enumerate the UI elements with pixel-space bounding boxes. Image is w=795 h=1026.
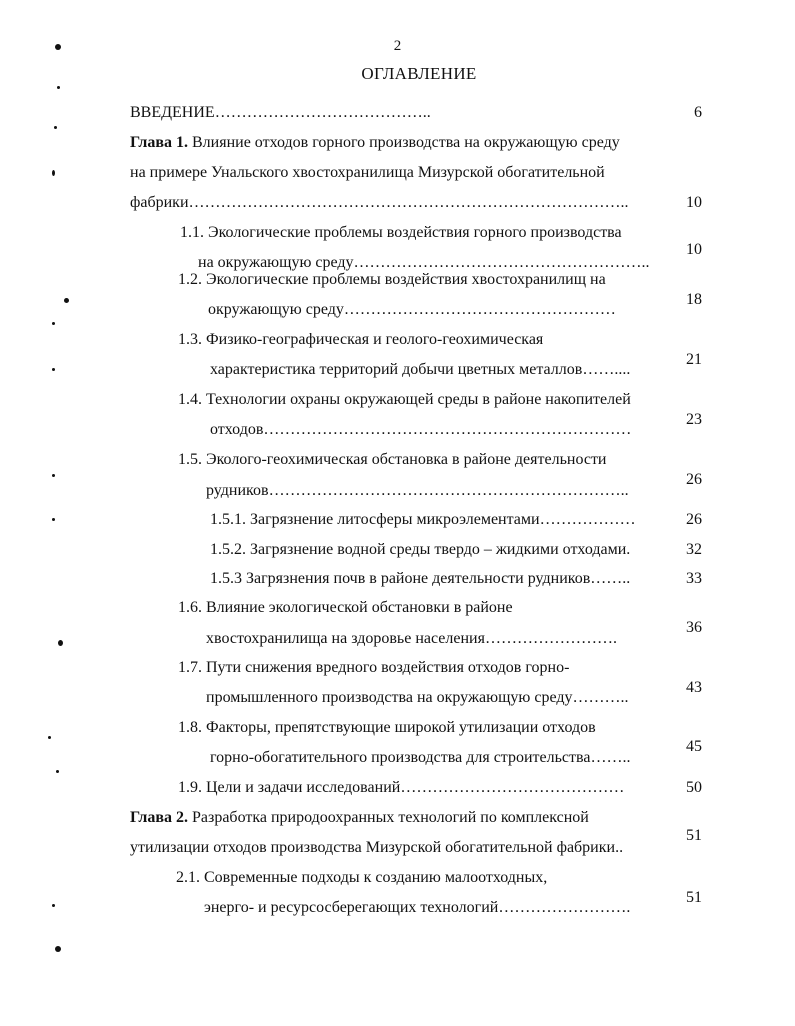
toc-entry-line bbox=[210, 510, 636, 530]
toc-entry-line bbox=[130, 103, 431, 123]
toc-entry-text: 1.5. Эколого-геохимическая обстановка в районе деятельности bbox=[178, 451, 607, 468]
toc-entry-text: хвостохранилища на здоровье населения……………………. bbox=[206, 630, 617, 647]
toc-page-number: 36 bbox=[686, 619, 702, 636]
toc-page-number: 32 bbox=[686, 541, 702, 558]
toc-entry-text: 1.8. Факторы, препятствующие широкой утилизации отходов bbox=[178, 719, 596, 736]
scan-speck bbox=[52, 368, 55, 371]
toc-entry-text: 1.6. Влияние экологической обстановки в районе bbox=[178, 599, 513, 616]
toc-entry-text: характеристика территорий добычи цветных металлов…….... bbox=[210, 361, 631, 378]
toc-entry-line bbox=[204, 898, 630, 918]
toc-entry-line bbox=[206, 481, 629, 501]
scan-speck bbox=[54, 126, 57, 129]
scan-speck bbox=[52, 170, 55, 176]
toc-entry-line bbox=[210, 569, 630, 589]
toc-entry-text: фабрики……………………………………………………………………….. bbox=[130, 194, 629, 211]
page-number: 2 bbox=[393, 38, 402, 54]
toc-page-number: 23 bbox=[686, 411, 702, 428]
scan-speck bbox=[52, 518, 55, 521]
toc-entry-line bbox=[178, 598, 513, 618]
toc-entry-text: ВВЕДЕНИЕ………………………………….. bbox=[130, 104, 431, 121]
toc-entry-line bbox=[210, 748, 630, 768]
toc-entry-text: 1.3. Физико-географическая и геолого-геохимическая bbox=[178, 331, 544, 348]
toc-entry-text: окружающую среду…………………………………………… bbox=[208, 301, 616, 318]
toc-entry-text: горно-обогатительного производства для строительства…….. bbox=[210, 749, 631, 766]
toc-entry-text: промышленного производства на окружающую среду……….. bbox=[206, 689, 629, 706]
scan-speck bbox=[48, 736, 51, 739]
toc-entry-text: 1.2. Экологические проблемы воздействия хвостохранилищ на bbox=[178, 271, 606, 288]
scan-speck bbox=[55, 946, 61, 952]
toc-entry-line bbox=[208, 300, 616, 320]
toc-entry-line bbox=[176, 868, 547, 888]
page-title: ОГЛАВЛЕНИЕ bbox=[361, 64, 477, 83]
toc-entry-text: 1.5.1. Загрязнение литосферы микроэлементами……………… bbox=[210, 511, 636, 528]
toc-entry-line bbox=[178, 450, 607, 470]
toc-entry-text: 1.5.2. Загрязнение водной среды твердо – жидкими отходами. bbox=[210, 541, 631, 558]
toc-page-number: 18 bbox=[686, 291, 702, 308]
toc-entry-line bbox=[178, 718, 596, 738]
scan-speck bbox=[56, 770, 59, 773]
toc-entry-text: отходов…………………………………………………………… bbox=[210, 421, 632, 438]
toc-page-number: 26 bbox=[686, 511, 702, 528]
toc-page-number: 26 bbox=[686, 471, 702, 488]
toc-page-number: 50 bbox=[686, 779, 702, 796]
toc-entry-text: рудников………………………………………………………….. bbox=[206, 482, 629, 499]
toc-entry-line bbox=[130, 163, 605, 183]
toc-entry-text: утилизации отходов производства Мизурской обогатительной фабрики.. bbox=[130, 839, 624, 856]
toc-entry-line bbox=[206, 688, 628, 708]
scan-speck bbox=[52, 474, 55, 477]
scan-speck bbox=[52, 904, 55, 907]
toc-entry-text: 1.5.3 Загрязнения почв в районе деятельности рудников…….. bbox=[210, 570, 631, 587]
toc-entry-line bbox=[178, 658, 569, 678]
toc-page-number: 10 bbox=[686, 241, 702, 258]
scan-speck bbox=[58, 640, 63, 646]
toc-entry-line bbox=[178, 330, 543, 350]
toc-entry-line bbox=[130, 193, 629, 213]
toc-entry-line bbox=[210, 420, 631, 440]
toc-entry-text: 2.1. Современные подходы к созданию малоотходных, bbox=[176, 869, 548, 886]
toc-entry-text: 1.9. Цели и задачи исследований…………………………………… bbox=[178, 779, 625, 796]
toc-entry-line bbox=[210, 540, 630, 560]
toc-entry-text: на примере Унальского хвостохранилища Мизурской обогатительной bbox=[130, 164, 605, 181]
toc-page-number: 43 bbox=[686, 679, 702, 696]
toc-entry-line bbox=[178, 390, 631, 410]
toc-page-number: 6 bbox=[694, 104, 702, 121]
toc-page-number: 51 bbox=[686, 827, 702, 844]
toc-page-number: 21 bbox=[686, 351, 702, 368]
toc-entry-line bbox=[206, 629, 617, 649]
toc-entry-text: 1.4. Технологии охраны окружающей среды в районе накопителей bbox=[178, 391, 631, 408]
chapter-label: Глава 1. bbox=[130, 134, 188, 151]
scan-speck bbox=[52, 322, 55, 325]
toc-entry-text: Разработка природоохранных технологий по комплексной bbox=[188, 809, 589, 826]
toc-entry-line bbox=[210, 360, 630, 380]
toc-page-number: 51 bbox=[686, 889, 702, 906]
scan-speck bbox=[64, 298, 69, 303]
toc-entry-line bbox=[130, 838, 623, 858]
toc-entry-line bbox=[130, 133, 620, 153]
toc-page-number: 10 bbox=[686, 194, 702, 211]
toc-page-number: 45 bbox=[686, 738, 702, 755]
toc-entry-line bbox=[178, 778, 624, 798]
toc-entry-text: 1.1. Экологические проблемы воздействия горного производства bbox=[180, 224, 622, 241]
chapter-label: Глава 2. bbox=[130, 809, 188, 826]
toc-entry-line bbox=[180, 223, 622, 243]
toc-page-number: 33 bbox=[686, 570, 702, 587]
scan-speck bbox=[55, 44, 61, 50]
toc-entry-text: энерго- и ресурсосберегающих технологий……………………. bbox=[204, 899, 631, 916]
toc-entry-text: Влияние отходов горного производства на окружающую среду bbox=[188, 134, 620, 151]
scan-speck bbox=[57, 86, 60, 89]
toc-entry-text: 1.7. Пути снижения вредного воздействия отходов горно- bbox=[178, 659, 570, 676]
toc-entry-line bbox=[178, 270, 606, 290]
toc-entry-text: на окружающую среду……………………………………………….. bbox=[198, 254, 650, 271]
toc-entry-line bbox=[130, 808, 589, 828]
